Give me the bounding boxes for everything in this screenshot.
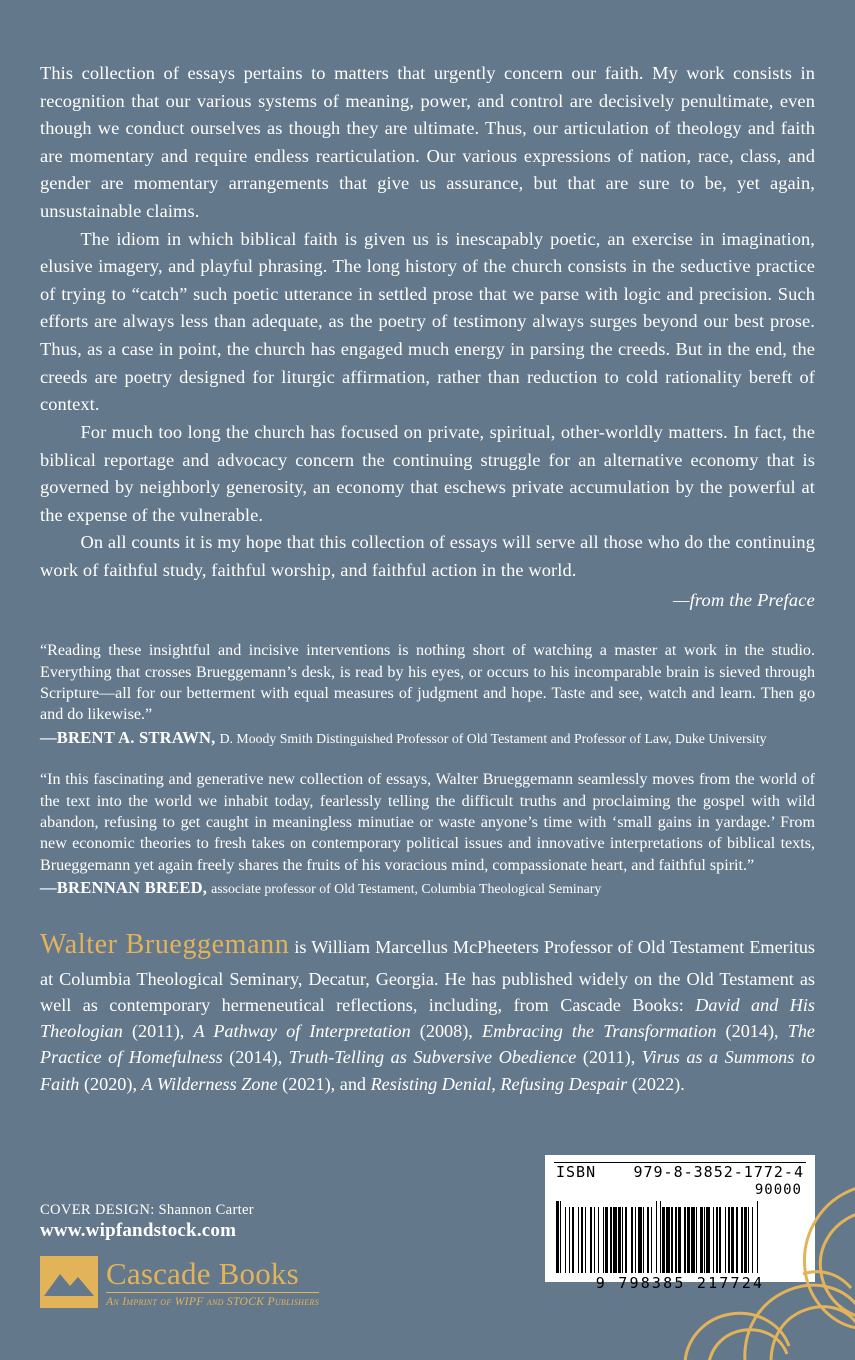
- publisher-website[interactable]: www.wipfandstock.com: [40, 1220, 237, 1241]
- preface-paragraph: The idiom in which biblical faith is given us is inescapably poetic, an exercise in imagination, elusive imagery, and playful phrasing. The long history of the church consists in the seductive practice of trying to “catch” such poetic utterance in settled prose that we parse with logic and precision. Such efforts are always less than adequate, as the poetry of testimony always surges beyond our best prose. Thus, as a case in point, the church has engaged much energy in parsing the creeds. But in the end, the creeds are poetry designed for liturgic affirmation, rather than reduction to cold rationality bereft of context.: [40, 228, 815, 415]
- work-title: David and His Theologian: [40, 995, 815, 1042]
- work-title: A Wilderness Zone: [141, 1073, 278, 1094]
- work-year: (2008),: [410, 1021, 482, 1042]
- work-title: Embracing the Transformation: [481, 1021, 717, 1042]
- isbn-line: [552, 1163, 808, 1181]
- endorsements-section: [40, 640, 815, 899]
- publisher-logo: [40, 1256, 510, 1308]
- price-code: 90000: [754, 1182, 802, 1198]
- blurb-text: “Reading these insightful and incisive interventions is nothing short of watching a master at work in the studio. Everything that crosses Brueggemann’s desk, is read by his eyes, or occurs to his incomparable brain is sieved through Scripture—all for our betterment with equal measures of judgment and hope. Taste and see, watch and learn. Then go and do likewise.”: [40, 642, 815, 724]
- work-year: (2021), and: [277, 1073, 371, 1094]
- work-year: (2014),: [222, 1047, 289, 1068]
- preface-paragraph: For much too long the church has focused on private, spiritual, other-worldly matters. In fact, the biblical reportage and advocacy concern the continuing struggle for an alternative economy that is governed by neighborly generosity, an economy that eschews private accumulation by the powerful at the expense of the vulnerable.: [40, 421, 815, 525]
- blurb-author-role: associate professor of Old Testament, Columbia Theological Seminary: [211, 881, 602, 897]
- author-bio-section: [40, 925, 815, 1096]
- cover-design-credit: COVER DESIGN: Shannon Carter: [40, 1202, 254, 1218]
- blurb: [40, 640, 815, 749]
- work-year: (2022).: [627, 1073, 685, 1094]
- blurb-author-name: —BRENNAN BREED,: [40, 878, 208, 898]
- work-title: Truth-Telling as Subversive Obedience: [288, 1047, 577, 1068]
- preface-attribution: —from the Preface: [673, 589, 815, 610]
- barcode-digits: 9 798385 217724: [595, 1274, 765, 1292]
- publisher-tagline: An Imprint of WIPF and STOCK Publishers: [106, 1292, 319, 1308]
- preface-paragraph: This collection of essays pertains to matters that urgently concern our faith. My work consists in recognition that our various systems of meaning, power, and control are decisively penultimate, even though we conduct ourselves as though they are ultimate. Thus, our articulation of theology and faith are momentary and require endless rearticulation. Our various expressions of nation, race, class, and gender are momentary arrangements that give us assurance, but that are sure to be, yet again, unsustainable claims.: [40, 63, 815, 222]
- author-name: Walter Brueggemann: [40, 929, 290, 961]
- preface-section: [40, 60, 815, 614]
- blurb-attribution: [40, 877, 815, 899]
- mountain-logo-icon: [40, 1256, 98, 1308]
- isbn-number: 979-8-3852-1772-4: [633, 1163, 804, 1181]
- isbn-label: ISBN: [556, 1163, 597, 1181]
- work-title: Virus as a Summons to Faith: [40, 1047, 815, 1094]
- barcode-block: [545, 1155, 815, 1292]
- preface-paragraph: On all counts it is my hope that this collection of essays will serve all those who do the continuing work of faithful study, faithful worship, and faithful action in the world.: [40, 532, 815, 580]
- blurb-attribution: [40, 727, 815, 749]
- blurb: [40, 769, 815, 899]
- publisher-name: Cascade Books: [106, 1256, 299, 1291]
- blurb-author-role: D. Moody Smith Distinguished Professor of Old Testament and Professor of Law, Duke University: [219, 730, 767, 746]
- work-title: A Pathway of Interpretation: [193, 1021, 411, 1042]
- work-year: (2011),: [576, 1047, 642, 1068]
- author-bio-text: is William Marcellus McPheeters Professor of Old Testament Emeritus at Columbia Theological Seminary, Decatur, Georgia. He has published widely on the Old Testament as well as contemporary hermeneutical reflections, including, from Cascade Books:: [40, 937, 815, 1015]
- footer-block: [40, 1202, 510, 1308]
- work-year: (2020),: [79, 1073, 142, 1094]
- work-title: The Practice of Homefulness: [40, 1021, 815, 1068]
- work-year: (2014),: [716, 1021, 788, 1042]
- barcode-bars: [552, 1198, 808, 1273]
- work-year: (2011),: [122, 1021, 194, 1042]
- work-title: Resisting Denial, Refusing Despair: [370, 1073, 628, 1094]
- blurb-author-name: —BRENT A. STRAWN,: [40, 727, 216, 747]
- publisher-logo-text: [106, 1256, 319, 1308]
- blurb-text: “In this fascinating and generative new collection of essays, Walter Brueggemann seamlessly moves from the world of the text into the world we inhabit today, fearlessly telling the difficult truths and proclaiming the gospel with wild abandon, refusing to get caught in meaningless minutiae or waste anyone’s time with ‘small gains in yardage.’ From new economic theories to fresh takes on contemporary political issues and innovative interpretations of biblical texts, Brueggemann yet again freely shares the fruits of his voracious mind, compassionate heart, and faithful spirit.”: [40, 771, 815, 874]
